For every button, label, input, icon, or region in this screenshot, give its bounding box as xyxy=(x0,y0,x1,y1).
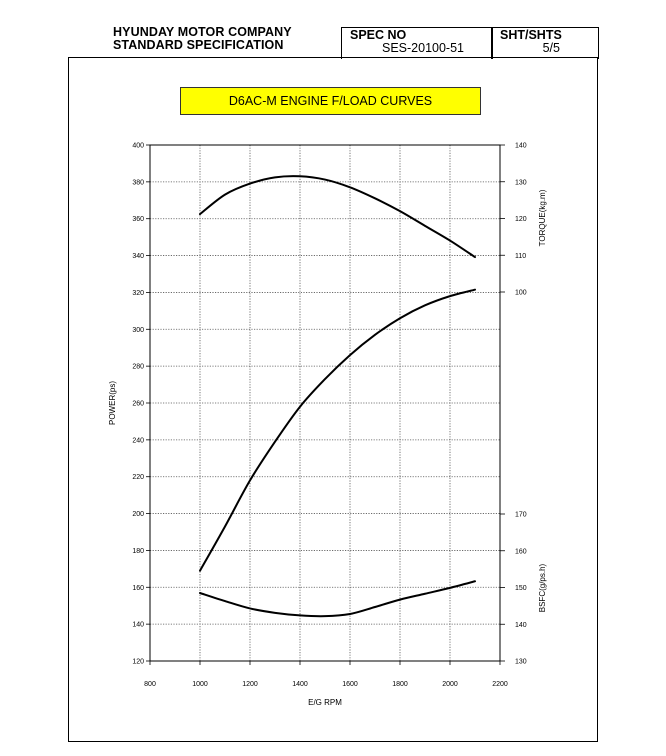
x-tick-label: 1200 xyxy=(242,681,258,688)
chart-title: D6AC-M ENGINE F/LOAD CURVES xyxy=(228,94,433,108)
power-tick-label: 180 xyxy=(132,547,144,555)
power-tick-label: 280 xyxy=(132,363,144,371)
power-axis-label: POWER(ps) xyxy=(108,381,117,425)
bsfc-axis-label: BSFC(g/ps.h) xyxy=(538,563,547,613)
torque-curve xyxy=(200,176,475,257)
sheet-number-value: 5/5 xyxy=(542,41,560,55)
power-tick-label: 320 xyxy=(132,289,144,297)
power-tick-label: 400 xyxy=(132,142,144,150)
torque-tick-label: 110 xyxy=(515,252,527,260)
company-line-2: STANDARD SPECIFICATION xyxy=(113,38,284,52)
spec-number-value: SES-20100-51 xyxy=(381,41,464,55)
power-tick-label: 120 xyxy=(132,658,144,666)
torque-tick-label: 130 xyxy=(515,179,527,187)
torque-tick-label: 140 xyxy=(515,142,527,150)
x-tick-label: 800 xyxy=(144,681,156,688)
x-tick-label: 1600 xyxy=(342,681,358,688)
torque-tick-label: 120 xyxy=(515,216,527,223)
power-tick-label: 200 xyxy=(132,511,144,519)
x-tick-label: 2200 xyxy=(492,681,508,688)
bsfc-tick-label: 160 xyxy=(515,548,527,556)
torque-tick-label: 100 xyxy=(515,289,527,297)
power-curve xyxy=(200,290,475,571)
x-axis-label: E/G RPM xyxy=(308,698,342,707)
power-tick-label: 360 xyxy=(132,216,144,224)
power-tick-label: 220 xyxy=(132,474,144,482)
grid-layer xyxy=(150,145,500,661)
bsfc-tick-label: 140 xyxy=(515,621,527,629)
power-tick-label: 380 xyxy=(132,179,144,187)
spec-number-label: SPEC NO xyxy=(350,28,407,42)
sheet-number-label: SHT/SHTS xyxy=(500,28,562,42)
power-tick-label: 300 xyxy=(132,326,144,334)
x-tick-label: 2000 xyxy=(442,681,458,688)
tick-layer xyxy=(132,143,526,689)
bsfc-tick-label: 170 xyxy=(515,511,527,519)
power-tick-label: 260 xyxy=(132,400,144,408)
bsfc-tick-label: 150 xyxy=(515,585,527,592)
power-tick-label: 340 xyxy=(132,253,144,261)
x-tick-label: 1800 xyxy=(392,681,408,688)
x-tick-label: 1000 xyxy=(192,681,208,688)
x-tick-label: 1400 xyxy=(292,681,308,688)
power-tick-label: 160 xyxy=(132,584,144,592)
bsfc-tick-label: 130 xyxy=(515,658,527,666)
power-tick-label: 240 xyxy=(132,437,144,445)
power-tick-label: 140 xyxy=(132,621,144,629)
torque-axis-label: TORQUE(kg.m) xyxy=(538,189,547,247)
company-line-1: HYUNDAY MOTOR COMPANY xyxy=(113,25,292,39)
bsfc-curve xyxy=(200,581,475,616)
